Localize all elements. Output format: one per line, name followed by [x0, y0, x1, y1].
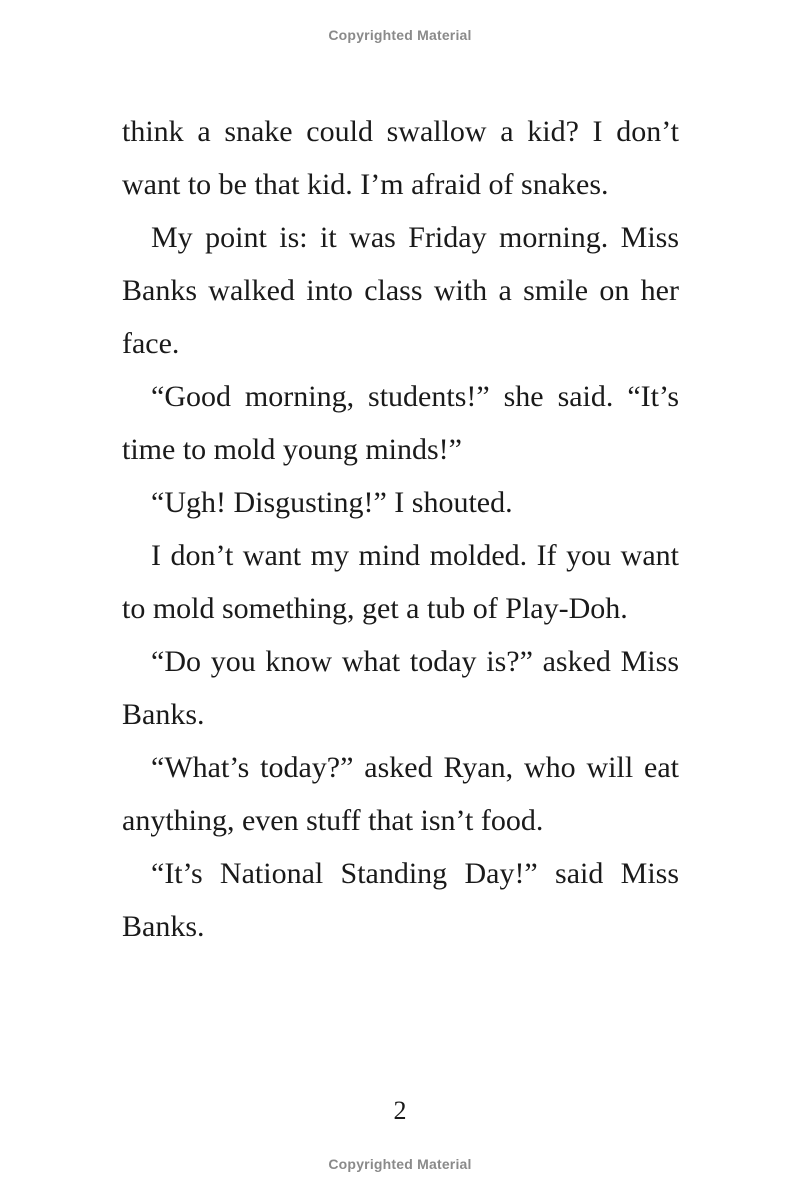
page-number: 2	[393, 1096, 407, 1125]
paragraph: “Good morning, students!” she said. “It’s time to mold young minds!”	[122, 380, 679, 466]
paragraph: I don’t want my mind molded. If you want to mold something, get a tub of Play-Doh.	[122, 539, 679, 625]
paragraph: “What’s today?” asked Ryan, who will eat anything, even stuff that isn’t food.	[122, 751, 679, 837]
paragraph: My point is: it was Friday morning. Miss Banks walked into class with a smile on her face.	[122, 221, 679, 360]
copyright-watermark-top: Copyrighted Material	[328, 27, 472, 43]
paragraph: “Do you know what today is?” asked Miss Banks.	[122, 645, 679, 731]
paragraph-continuation: think a snake could swallow a kid? I don’t want to be that kid. I’m afraid of snakes.	[122, 115, 679, 201]
copyright-watermark-bottom: Copyrighted Material	[328, 1156, 472, 1172]
paragraph: “It’s National Standing Day!” said Miss Banks.	[122, 857, 679, 943]
page-body-text	[122, 105, 679, 953]
paragraph: “Ugh! Disgusting!” I shouted.	[151, 486, 513, 519]
